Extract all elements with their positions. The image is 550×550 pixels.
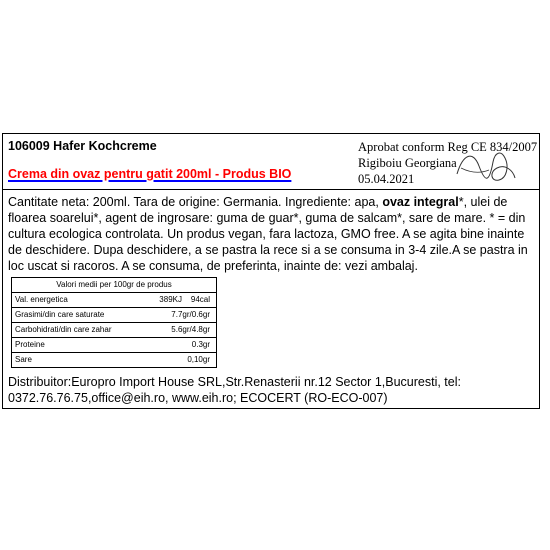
distributor-info: Distribuitor:Europro Import House SRL,Str.Renasterii nr.12 Sector 1,Bucuresti, tel: 0372.76.76.75,office@eih.ro, www.eih.ro; ECOCERT (RO-ECO-007)	[8, 375, 461, 405]
approval-regulation: Aprobat conform Reg CE 834/2007	[358, 140, 538, 154]
nutrition-table-header: Valori medii per 100gr de produs	[12, 278, 216, 293]
nutrient-name: Sare	[15, 355, 32, 364]
table-row	[12, 323, 216, 338]
product-label	[2, 133, 540, 409]
nutrient-value: 0,10gr	[187, 355, 210, 364]
table-row	[12, 338, 216, 353]
approval-date: 05.04.2021	[358, 172, 415, 186]
nutrient-name: Val. energetica	[15, 295, 68, 304]
description-part-1: Cantitate neta: 200ml. Tara de origine: Germania. Ingrediente: apa,	[8, 195, 383, 209]
table-row	[12, 353, 216, 367]
description-part-2: *, ulei de floarea soarelui*, agent de ingrosare: guma de guar*, guma de salcam*, sare de mare. * = din cultura ecologica controlata. Un produs vegan, fara lactoza, GMO free. A se agita bine inainte de deschidere. Dupa deschidere, a se pastra la rece si a se consuma in 3-4 zile.A se pastra in loc uscat si racoros. A se consuma, de preferinta, inainte de: vezi ambalaj.	[8, 195, 528, 273]
nutrient-value: 7.7gr/0.6gr	[171, 310, 210, 319]
nutrition-table	[11, 277, 217, 368]
product-code-title: 106009 Hafer Kochcreme	[8, 139, 157, 153]
header-divider	[3, 189, 539, 190]
nutrient-value: 5.6gr/4.8gr	[171, 325, 210, 334]
label-header	[3, 134, 539, 189]
nutrient-name: Proteine	[15, 340, 45, 349]
product-description	[8, 194, 538, 274]
description-bold-ingredient: ovaz integral	[382, 195, 459, 209]
approval-name: Rigiboiu Georgiana	[358, 156, 457, 170]
table-row	[12, 308, 216, 323]
nutrient-value: 389KJ 94cal	[159, 295, 210, 304]
table-row	[12, 293, 216, 308]
nutrient-value: 0.3gr	[191, 340, 210, 349]
handwritten-signature-icon	[449, 144, 519, 188]
product-title: Crema din ovaz pentru gatit 200ml - Produs BIO	[8, 167, 292, 181]
nutrient-name: Carbohidrati/din care zahar	[15, 325, 112, 334]
nutrient-name: Grasimi/din care saturate	[15, 310, 105, 319]
